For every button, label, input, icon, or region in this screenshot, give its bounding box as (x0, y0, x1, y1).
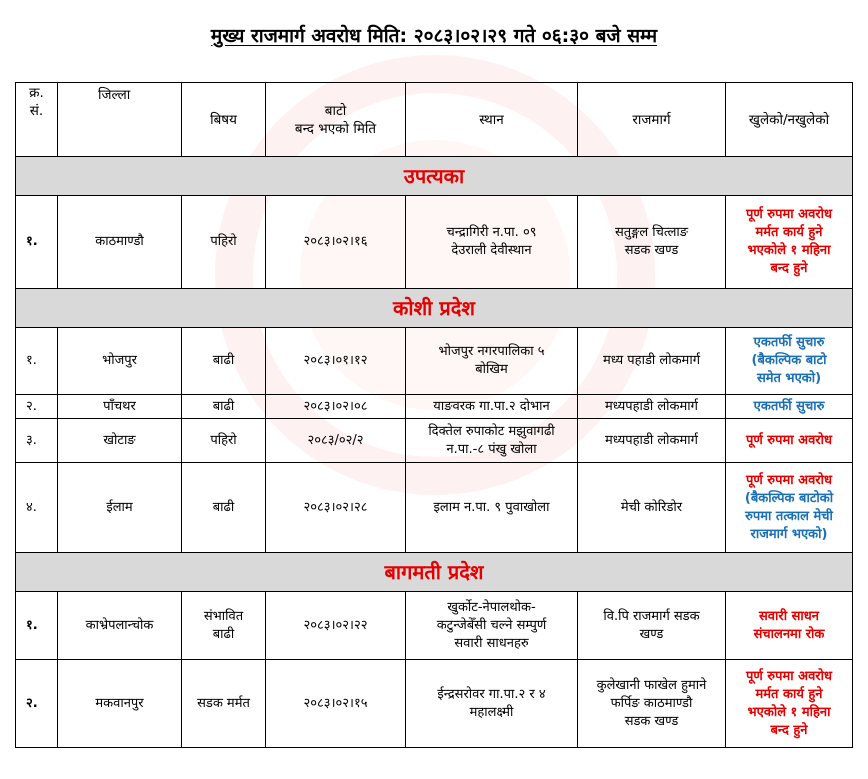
cell-sn: ३. (16, 419, 58, 463)
cell-status: सवारी साधन संचालनमा रोक (726, 592, 853, 660)
header-closed-date: बाटो बन्द भएको मिति (266, 83, 406, 157)
road-obstruction-table (15, 82, 853, 748)
header-district: जिल्ला (58, 83, 182, 157)
page-title: मुख्य राजमार्ग अवरोध मिति: २०८३।०२।२९ गते ०६:३० बजे सम्म (210, 25, 658, 47)
cell-place: भोजपुर नगरपालिका ५ बोखिम (406, 328, 578, 395)
cell-highway: मध्य पहाडी लोकमार्ग (578, 328, 726, 395)
cell-date: २०८३।०२।१६ (266, 196, 406, 289)
cell-highway: वि.पि राजमार्ग सडक खण्ड (578, 592, 726, 660)
table-row (16, 196, 853, 289)
table-row (16, 660, 853, 748)
section-title: उपत्यका (16, 157, 853, 196)
cell-subject: बाढी (182, 395, 266, 419)
table-row (16, 419, 853, 463)
cell-highway: कुलेखानी फाखेल हुमाने फर्पिङ काठमाण्डौ सडक खण्ड (578, 660, 726, 748)
cell-sn: १. (16, 196, 58, 289)
cell-highway: मध्यपहाडी लोकमार्ग (578, 419, 726, 463)
header-highway: राजमार्ग (578, 83, 726, 157)
cell-status: पूर्ण रुपमा अवरोध (726, 419, 853, 463)
section-row-koshi (16, 289, 853, 328)
cell-status: एकतर्फी सुचारु (726, 395, 853, 419)
cell-sn: १. (16, 592, 58, 660)
cell-status: एकतर्फी सुचारु (बैकल्पिक बाटो समेत भएको) (726, 328, 853, 395)
cell-place: ईन्द्रसरोवर गा.पा.२ र ४ महालक्ष्मी (406, 660, 578, 748)
cell-date: २०८३।०२।१५ (266, 660, 406, 748)
cell-subject: बाढी (182, 463, 266, 553)
cell-subject: बाढी (182, 328, 266, 395)
header-place: स्थान (406, 83, 578, 157)
cell-status: पूर्ण रुपमा अवरोध मर्मत कार्य हुने भएकोले १ महिना बन्द हुने (726, 196, 853, 289)
table-row (16, 395, 853, 419)
section-row-bagmati (16, 553, 853, 592)
header-status: खुलेको/नखुलेको (726, 83, 853, 157)
cell-district: मकवानपुर (58, 660, 182, 748)
cell-district: भोजपुर (58, 328, 182, 395)
cell-district: काठमाण्डौ (58, 196, 182, 289)
cell-date: २०८३।०२।०८ (266, 395, 406, 419)
cell-sn: १. (16, 328, 58, 395)
cell-date: २०८३।०१।१२ (266, 328, 406, 395)
table-row (16, 328, 853, 395)
cell-district: काभ्रेपलान्चोक (58, 592, 182, 660)
cell-place: इलाम न.पा. ९ पुवाखोला (406, 463, 578, 553)
cell-subject: सडक मर्मत (182, 660, 266, 748)
cell-status: पूर्ण रुपमा अवरोध (बैकल्पिक बाटोको रुपमा तत्काल मेची राजमार्ग भएको) (726, 463, 853, 553)
cell-place: दिक्तेल रुपाकोट मझुवागढी न.पा.-८ पंखु खोला (406, 419, 578, 463)
cell-highway: मध्यपहाडी लोकमार्ग (578, 395, 726, 419)
cell-place: याङवरक गा.पा.२ दोभान (406, 395, 578, 419)
cell-date: २०८३/०२/२ (266, 419, 406, 463)
cell-date: २०८३।०२।२८ (266, 463, 406, 553)
section-title: बागमती प्रदेश (16, 553, 853, 592)
cell-district: खोटाङ (58, 419, 182, 463)
cell-date: २०८३।०२।२२ (266, 592, 406, 660)
cell-status: पूर्ण रुपमा अवरोध मर्मत कार्य हुने भएकोले १ महिना बन्द हुने (726, 660, 853, 748)
cell-district: ईलाम (58, 463, 182, 553)
table-row (16, 463, 853, 553)
cell-district: पाँचथर (58, 395, 182, 419)
cell-subject: संभावित बाढी (182, 592, 266, 660)
cell-sn: २. (16, 395, 58, 419)
section-row-valley (16, 157, 853, 196)
cell-subject: पहिरो (182, 196, 266, 289)
table-header-row (16, 83, 853, 157)
cell-sn: ४. (16, 463, 58, 553)
section-title: कोशी प्रदेश (16, 289, 853, 328)
cell-place: खुर्कोट-नेपालथोक- कटुन्जेबेँसी चल्ने सम्पुर्ण सवारी साधनहरु (406, 592, 578, 660)
cell-highway: सतुङ्गल चित्लाङ सडक खण्ड (578, 196, 726, 289)
cell-place: चन्द्रागिरी न.पा. ०९ देउराली देवीस्थान (406, 196, 578, 289)
header-serial-number: क्र. सं. (16, 83, 58, 157)
table-row (16, 592, 853, 660)
cell-highway: मेची कोरिडोर (578, 463, 726, 553)
cell-sn: २. (16, 660, 58, 748)
header-subject: बिषय (182, 83, 266, 157)
cell-subject: पहिरो (182, 419, 266, 463)
